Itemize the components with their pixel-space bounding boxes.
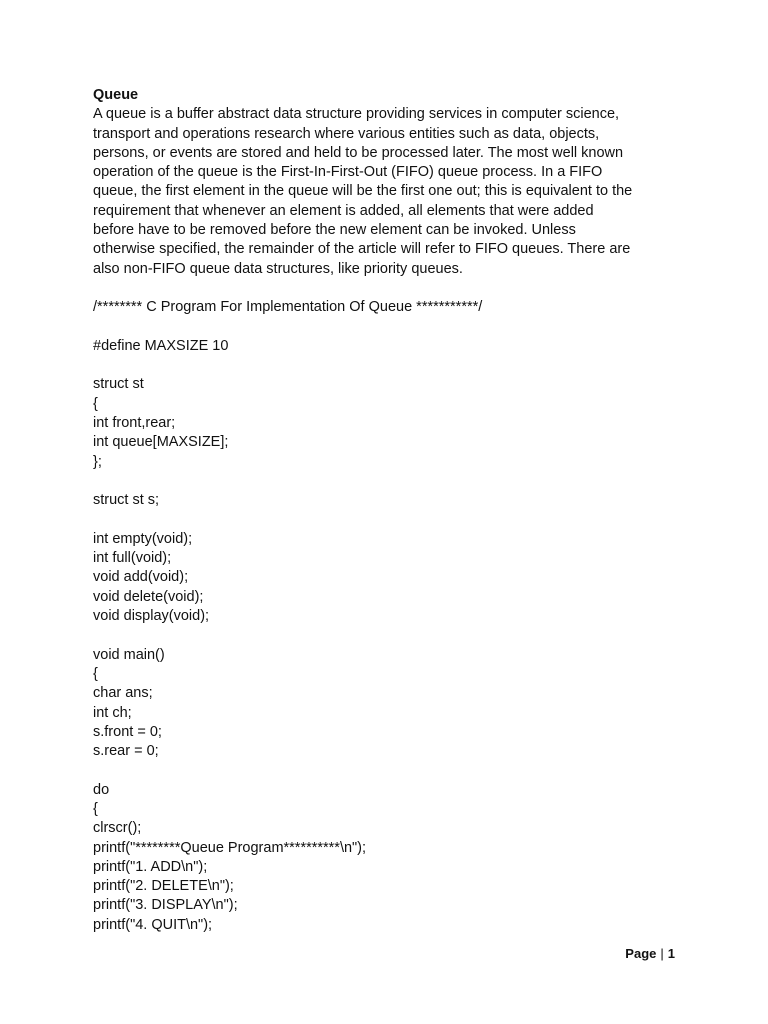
paragraph-line: also non-FIFO queue data structures, like priority queues. (93, 260, 463, 277)
code-line: /******** C Program For Implementation Of Queue ***********/ (93, 299, 483, 316)
code-line: int queue[MAXSIZE]; (93, 434, 229, 451)
paragraph-line: transport and operations research where various entities such as data, objects, (93, 125, 600, 142)
page-separator: | (660, 946, 664, 961)
code-line (93, 356, 683, 375)
code-line: }; (93, 453, 102, 470)
code-line: int full(void); (93, 550, 172, 567)
code-line: { (93, 665, 98, 682)
code-line: do (93, 781, 110, 798)
page-label: Page (625, 946, 657, 961)
code-line: printf("3. DISPLAY\n"); (93, 897, 238, 914)
section-heading: Queue (93, 87, 139, 103)
code-line: clrscr(); (93, 820, 142, 837)
code-line (93, 511, 683, 530)
code-line: void delete(void); (93, 588, 204, 605)
intro-paragraph (93, 105, 683, 279)
code-line: { (93, 395, 98, 412)
page-number: 1 (667, 946, 675, 961)
code-line (93, 318, 683, 337)
paragraph-line: persons, or events are stored and held to be processed later. The most well known (93, 144, 624, 161)
code-line: void main() (93, 646, 165, 663)
code-line: int ch; (93, 704, 132, 721)
code-line: void add(void); (93, 569, 189, 586)
code-line: printf("2. DELETE\n"); (93, 878, 234, 895)
code-line: s.front = 0; (93, 723, 162, 740)
paragraph-line: otherwise specified, the remainder of the article will refer to FIFO queues. There are (93, 241, 631, 258)
code-line: s.rear = 0; (93, 743, 159, 760)
document-body (93, 86, 683, 935)
code-line: { (93, 800, 98, 817)
paragraph-line: operation of the queue is the First-In-First-Out (FIFO) queue process. In a FIFO (93, 164, 603, 181)
code-line: int empty(void); (93, 530, 193, 547)
code-line: printf("4. QUIT\n"); (93, 916, 213, 933)
page-footer (625, 946, 675, 961)
code-line: int front,rear; (93, 415, 176, 432)
paragraph-line: A queue is a buffer abstract data structure providing services in computer science, (93, 106, 620, 123)
paragraph-line: before have to be removed before the new element can be invoked. Unless (93, 222, 576, 239)
code-line: void display(void); (93, 608, 210, 625)
code-line: char ans; (93, 685, 153, 702)
code-line (93, 279, 683, 298)
code-line: #define MAXSIZE 10 (93, 337, 229, 354)
code-listing (93, 279, 683, 935)
code-line: struct st s; (93, 492, 160, 509)
code-line: printf("********Queue Program**********\n"); (93, 839, 367, 856)
code-line: printf("1. ADD\n"); (93, 858, 208, 875)
code-line (93, 472, 683, 491)
paragraph-line: requirement that whenever an element is added, all elements that were added (93, 202, 594, 219)
code-line (93, 626, 683, 645)
paragraph-line: queue, the first element in the queue will be the first one out; this is equivalent to the (93, 183, 633, 200)
code-line (93, 761, 683, 780)
code-line: struct st (93, 376, 144, 393)
